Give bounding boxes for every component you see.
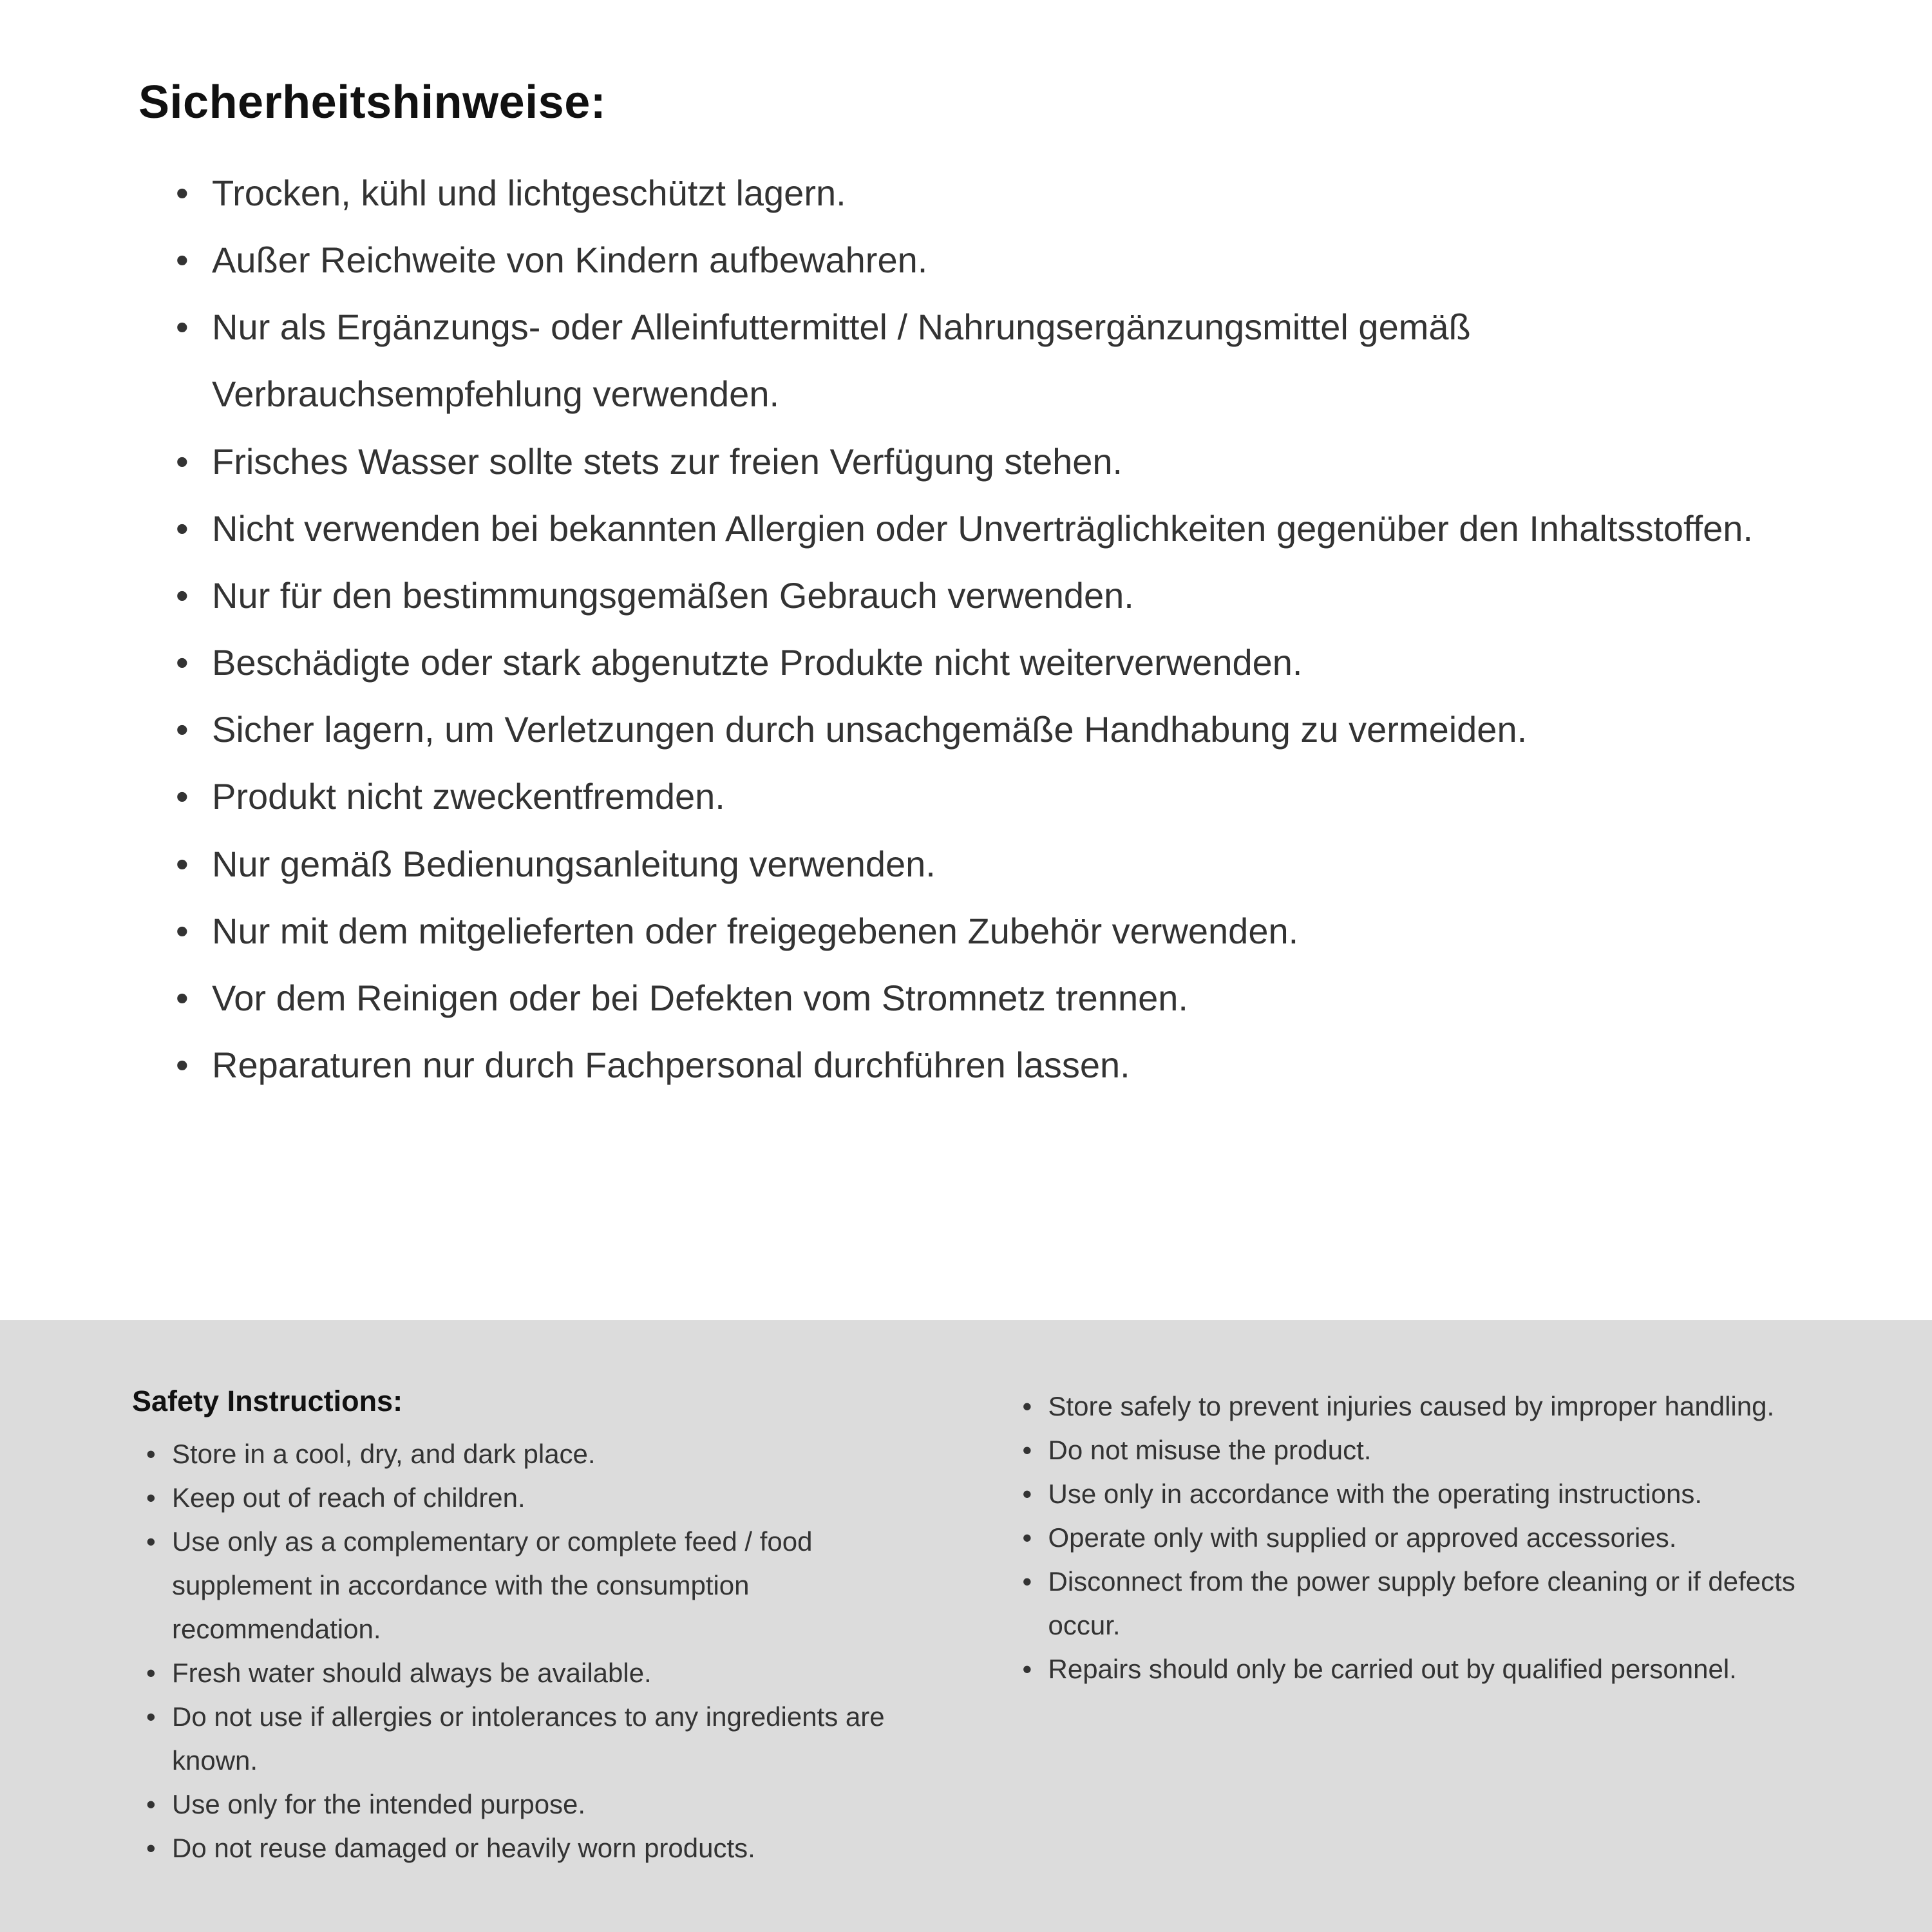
instruction-list-item: • Frisches Wasser sollte stets zur freien Verfügung stehen. bbox=[176, 428, 1816, 495]
instruction-list-item: • Do not reuse damaged or heavily worn products. bbox=[146, 1826, 933, 1870]
instruction-list-item: • Do not use if allergies or intolerances to any ingredients are known. bbox=[146, 1695, 933, 1783]
german-section-title: Sicherheitshinweise: bbox=[138, 77, 607, 128]
instruction-list-item: • Store safely to prevent injuries caused by improper handling. bbox=[1023, 1385, 1823, 1428]
instruction-list-item: • Use only as a complementary or complete feed / food supplement in accordance with the consumption recommendation. bbox=[146, 1520, 933, 1651]
instruction-list-item: • Vor dem Reinigen oder bei Defekten vom Stromnetz trennen. bbox=[176, 965, 1816, 1032]
instruction-list-item: • Sicher lagern, um Verletzungen durch unsachgemäße Handhabung zu vermeiden. bbox=[176, 696, 1816, 763]
instruction-list-item: • Nur als Ergänzungs- oder Alleinfuttermittel / Nahrungsergänzungsmittel gemäß Verbrauchsempfehlung verwenden. bbox=[176, 294, 1816, 428]
english-left-column bbox=[132, 1385, 933, 1932]
instruction-list-item: • Disconnect from the power supply before cleaning or if defects occur. bbox=[1023, 1560, 1823, 1647]
instruction-list-item: • Use only in accordance with the operating instructions. bbox=[1023, 1472, 1823, 1516]
english-right-column bbox=[1023, 1385, 1823, 1932]
english-instruction-list-right bbox=[1023, 1385, 1823, 1691]
instruction-list-item: • Repairs should only be carried out by qualified personnel. bbox=[1023, 1647, 1823, 1691]
instruction-list-item: • Außer Reichweite von Kindern aufbewahren. bbox=[176, 227, 1816, 294]
instruction-list-item: • Operate only with supplied or approved accessories. bbox=[1023, 1516, 1823, 1560]
english-section-title: Safety Instructions: bbox=[132, 1385, 403, 1417]
instruction-list-item: • Use only for the intended purpose. bbox=[146, 1783, 933, 1826]
instruction-list-item: • Reparaturen nur durch Fachpersonal durchführen lassen. bbox=[176, 1032, 1816, 1099]
german-instruction-list bbox=[176, 160, 1816, 1099]
instruction-list-item: • Do not misuse the product. bbox=[1023, 1428, 1823, 1472]
instruction-list-item: • Store in a cool, dry, and dark place. bbox=[146, 1432, 933, 1476]
instruction-list-item: • Nicht verwenden bei bekannten Allergien oder Unverträglichkeiten gegenüber den Inhaltsstoffen. bbox=[176, 495, 1816, 562]
instruction-list-item: • Produkt nicht zweckentfremden. bbox=[176, 763, 1816, 830]
instruction-list-item: • Beschädigte oder stark abgenutzte Produkte nicht weiterverwenden. bbox=[176, 629, 1816, 696]
instruction-list-item: • Fresh water should always be available. bbox=[146, 1651, 933, 1695]
english-instruction-list-left bbox=[146, 1432, 933, 1870]
instruction-list-item: • Trocken, kühl und lichtgeschützt lagern. bbox=[176, 160, 1816, 227]
instruction-list-item: • Nur mit dem mitgelieferten oder freigegebenen Zubehör verwenden. bbox=[176, 898, 1816, 965]
english-section bbox=[0, 1320, 1932, 1932]
instruction-list-item: • Nur für den bestimmungsgemäßen Gebrauch verwenden. bbox=[176, 562, 1816, 629]
instruction-list-item: • Keep out of reach of children. bbox=[146, 1476, 933, 1520]
instruction-list-item: • Nur gemäß Bedienungsanleitung verwenden. bbox=[176, 831, 1816, 898]
